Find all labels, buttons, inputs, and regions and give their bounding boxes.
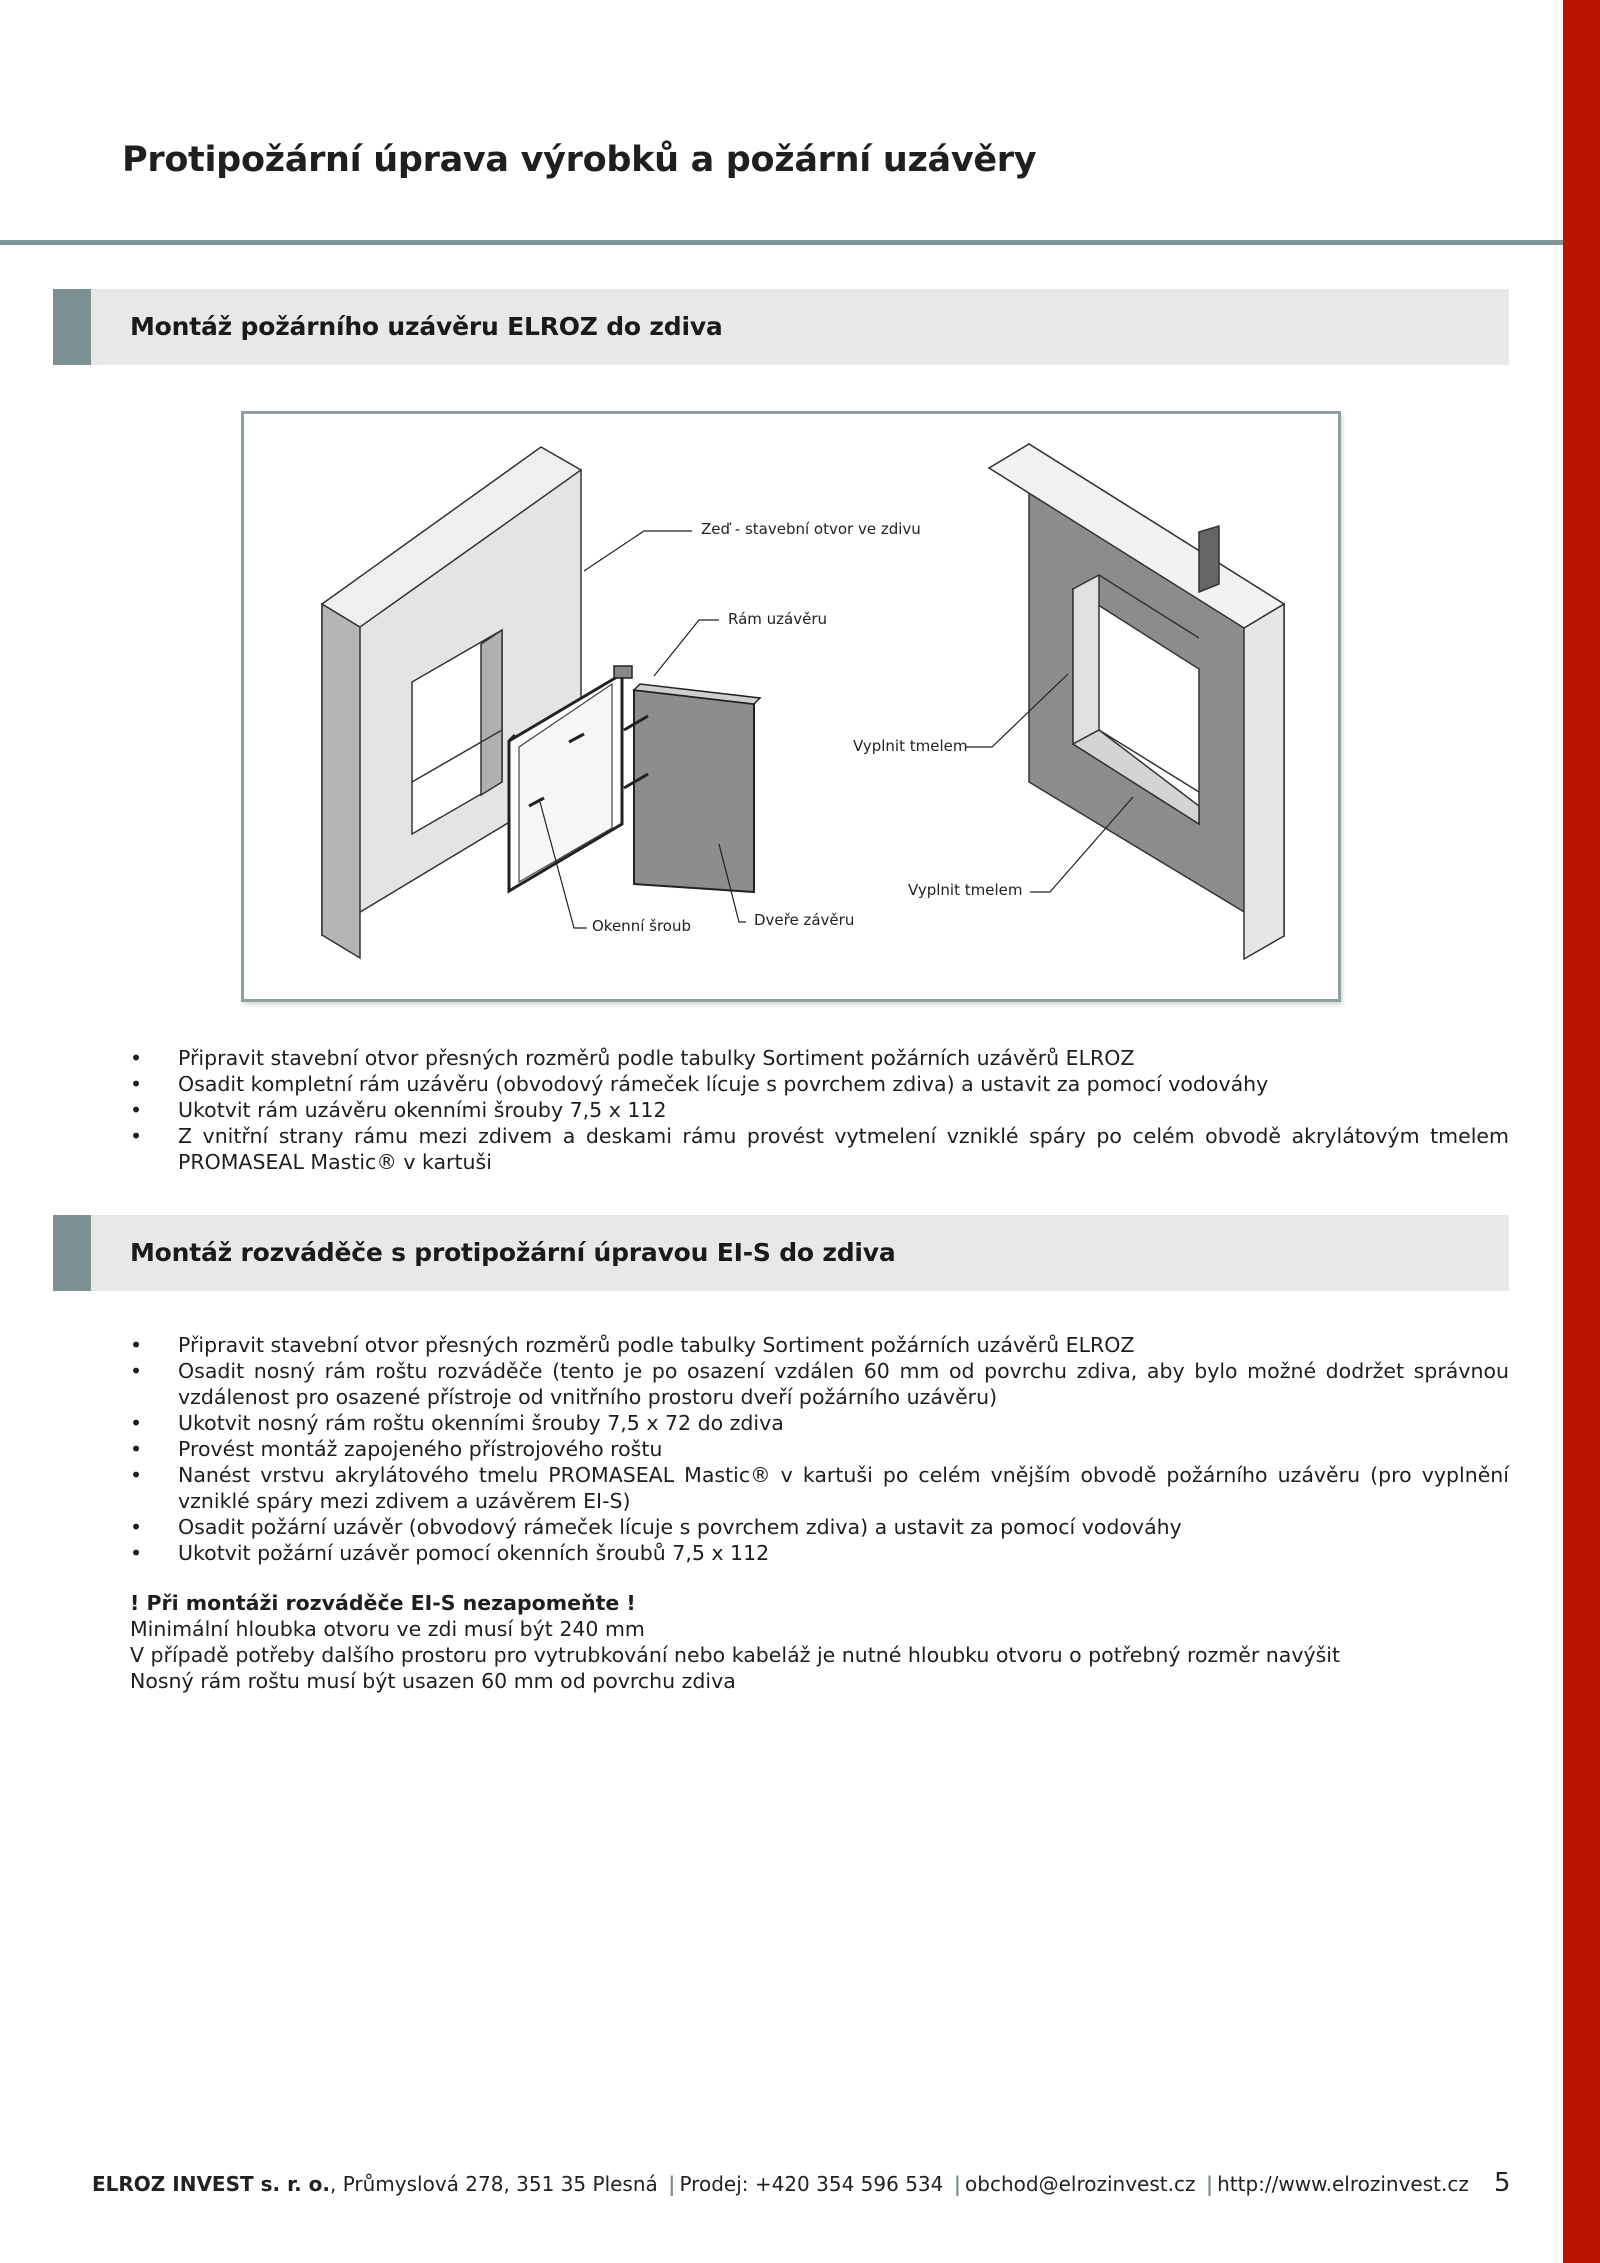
list-item: • Ukotvit požární uzávěr pomocí okenních šroubů 7,5 x 112 xyxy=(130,1540,1509,1566)
list-item: • Připravit stavební otvor přesných rozměrů podle tabulky Sortiment požárních uzávěrů ELROZ xyxy=(130,1332,1509,1358)
section-header-elroz xyxy=(53,289,1509,365)
wall-right-back-frame xyxy=(1199,526,1219,592)
list-item: • Osadit nosný rám roštu rozváděče (tento je po osazení vzdálen 60 mm od povrchu zdiva, aby bylo možné dodržet správnou vzdálenost pro osazené přístroje od vnitřního prostoru dveří požárního uzávěru) xyxy=(130,1358,1509,1410)
leader-frame xyxy=(654,620,719,676)
footer-separator: | xyxy=(668,2172,676,2196)
list-item: • Ukotvit rám uzávěru okenními šrouby 7,5 x 112 xyxy=(130,1097,1509,1123)
label-window-screw: Okenní šroub xyxy=(592,917,691,935)
page-title: Protipožární úprava výrobků a požární uzávěry xyxy=(122,140,1037,180)
section-marker xyxy=(53,289,91,365)
footer-email[interactable]: obchod@elrozinvest.cz xyxy=(965,2172,1196,2196)
list-item: • Nanést vrstvu akrylátového tmelu PROMASEAL Mastic® v kartuši po celém vnějším obvodě požárního uzávěru (pro vyplnění vzniklé spáry mezi zdivem a uzávěrem EI-S) xyxy=(130,1462,1509,1514)
installation-notes xyxy=(130,1590,1340,1694)
label-fill-sealant-2: Vyplnit tmelem xyxy=(908,881,1023,899)
accent-side-bar xyxy=(1563,0,1600,2263)
closure-door xyxy=(634,690,754,892)
list-item: • Připravit stavební otvor přesných rozměrů podle tabulky Sortiment požárních uzávěrů ELROZ xyxy=(130,1045,1509,1071)
section-header-eis xyxy=(53,1215,1509,1291)
footer-separator: | xyxy=(953,2172,962,2196)
list-item: • Osadit kompletní rám uzávěru (obvodový rámeček lícuje s povrchem zdiva) a ustavit za pomocí vodováhy xyxy=(130,1071,1509,1097)
warning-note: ! Při montáži rozváděče EI-S nezapomeňte ! xyxy=(130,1591,636,1615)
page-number: 5 xyxy=(1494,2168,1511,2198)
wall-left-side xyxy=(322,604,360,958)
note-line: V případě potřeby dalšího prostoru pro vytrubkování nebo kabeláž je nutné hloubku otvoru o potřebný rozměr navýšit xyxy=(130,1643,1341,1667)
section-heading: Montáž rozváděče s protipožární úpravou EI-S do zdiva xyxy=(130,1238,896,1267)
section-marker xyxy=(53,1215,91,1291)
label-fill-sealant-1: Vyplnit tmelem xyxy=(853,737,968,755)
installation-figure xyxy=(241,411,1341,1002)
section1-bullet-list xyxy=(130,1045,1509,1175)
frame-hinge xyxy=(614,666,632,678)
footer-company: ELROZ INVEST s. r. o. xyxy=(92,2172,330,2196)
wall-left-opening-depth xyxy=(481,630,502,795)
wall-right-side xyxy=(1244,604,1284,959)
list-item: • Osadit požární uzávěr (obvodový rámeček lícuje s povrchem zdiva) a ustavit za pomocí vodováhy xyxy=(130,1514,1509,1540)
note-line: Minimální hloubka otvoru ve zdi musí být 240 mm xyxy=(130,1617,645,1641)
list-item: • Provést montáž zapojeného přístrojového roštu xyxy=(130,1436,1509,1462)
list-item: • Z vnitřní strany rámu mezi zdivem a deskami rámu provést vytmelení vzniklé spáry po celém obvodě akrylátovým tmelem PROMASEAL Mastic® v kartuši xyxy=(130,1123,1509,1175)
title-divider xyxy=(0,240,1563,245)
footer-phone: Prodej: +420 354 596 534 xyxy=(679,2172,944,2196)
note-line: Nosný rám roštu musí být usazen 60 mm od povrchu zdiva xyxy=(130,1669,736,1693)
label-wall: Zeď - stavební otvor ve zdivu xyxy=(701,520,921,538)
leader-wall xyxy=(584,531,692,571)
wall-right-opening-depth xyxy=(1073,575,1099,744)
label-door: Dveře závěru xyxy=(754,911,855,929)
label-frame: Rám uzávěru xyxy=(728,610,828,628)
footer xyxy=(92,2172,1469,2196)
section2-bullet-list xyxy=(130,1332,1509,1566)
list-item: • Ukotvit nosný rám roštu okenními šrouby 7,5 x 72 do zdiva xyxy=(130,1410,1509,1436)
section-heading: Montáž požárního uzávěru ELROZ do zdiva xyxy=(130,312,723,341)
footer-website[interactable]: http://www.elrozinvest.cz xyxy=(1217,2172,1469,2196)
footer-address: , Průmyslová 278, 351 35 Plesná xyxy=(329,2172,658,2196)
footer-separator: | xyxy=(1205,2172,1214,2196)
